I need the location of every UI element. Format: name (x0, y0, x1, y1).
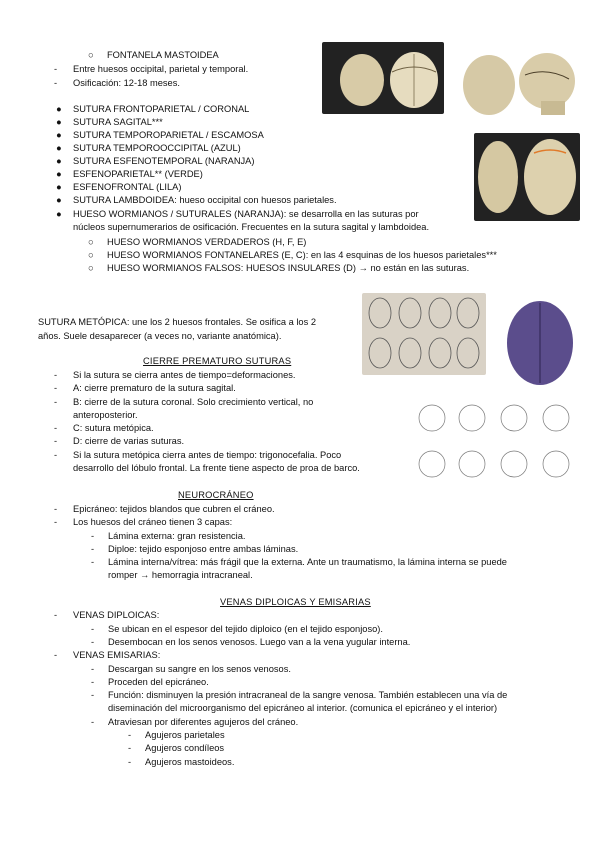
skull-posterior-image (322, 42, 444, 114)
list-item: B: cierre de la sutura coronal. Solo crecimiento vertical, no (73, 397, 314, 407)
dash-bullet: - (91, 557, 95, 567)
list-item: SUTURA FRONTOPARIETAL / CORONAL (73, 104, 250, 114)
dash-bullet: - (91, 690, 95, 700)
circle-bullet-icon: ○ (88, 237, 94, 247)
list-item: Los huesos del cráneo tienen 3 capas: (73, 517, 233, 527)
list-item: SUTURA ESFENOTEMPORAL (NARANJA) (73, 156, 255, 166)
list-item-continuation: romper → hemorragia intracraneal. (108, 570, 253, 580)
list-item: Diploe: tejido esponjoso entre ambas láminas. (108, 544, 299, 554)
list-item: Entre huesos occipital, parietal y temporal. (73, 64, 249, 74)
neuro-title: NEUROCRÁNEO (178, 490, 254, 500)
dot-bullet: ● (56, 195, 62, 205)
venas-emisarias-heading: VENAS EMISARIAS: (73, 650, 161, 660)
dash-bullet: - (54, 423, 58, 433)
fontanela-mastoidea: FONTANELA MASTOIDEA (107, 50, 219, 60)
list-item: Lámina interna/vítrea: más frágil que la externa. Ante un traumatismo, la lámina interna se puede (108, 557, 507, 567)
dash-bullet: - (91, 624, 95, 634)
dash-bullet: - (54, 650, 58, 660)
dash-bullet: - (128, 743, 132, 753)
dash-bullet: - (91, 637, 95, 647)
list-item: D: cierre de varias suturas. (73, 436, 185, 446)
skull-base-image (474, 133, 580, 221)
list-item: SUTURA TEMPOROOCCIPITAL (AZUL) (73, 143, 241, 153)
metopica-line2: años. Suele desaparecer (a veces no, variante anatómica). (38, 331, 282, 341)
dash-bullet: - (54, 370, 58, 380)
circle-bullet-icon: ○ (88, 50, 94, 60)
list-item-continuation: desarrollo del lóbulo frontal. La frente tiene aspecto de proa de barco. (73, 463, 360, 473)
dot-bullet: ● (56, 182, 62, 192)
dash-bullet: - (54, 397, 58, 407)
list-item: HUESO WORMIANOS FONTANELARES (E, C): en las 4 esquinas de los huesos parietales*** (107, 250, 497, 260)
dot-bullet: ● (56, 169, 62, 179)
venas-title: VENAS DIPLOICAS Y EMISARIAS (220, 597, 371, 607)
list-item: Proceden del epicráneo. (108, 677, 209, 687)
dash-bullet: - (54, 64, 58, 74)
list-item: Desembocan en los senos venosos. Luego van a la vena yugular interna. (108, 637, 411, 647)
list-item: HUESO WORMIANOS VERDADEROS (H, F, E) (107, 237, 307, 247)
dash-bullet: - (128, 730, 132, 740)
list-item: C: sutura metópica. (73, 423, 154, 433)
list-item: Si la sutura se cierra antes de tiempo=deformaciones. (73, 370, 296, 380)
dash-bullet: - (54, 383, 58, 393)
skull-top-purple-image (505, 299, 575, 387)
dash-bullet: - (91, 664, 95, 674)
list-item: Agujeros condíleos (145, 743, 225, 753)
dash-bullet: - (91, 531, 95, 541)
dot-bullet: ● (56, 156, 62, 166)
dash-bullet: - (54, 450, 58, 460)
list-item: HUESO WORMIANOS FALSOS: HUESOS INSULARES (D) → no están en las suturas. (107, 263, 470, 273)
dot-bullet: ● (56, 104, 62, 114)
dash-bullet: - (54, 610, 58, 620)
dash-bullet: - (54, 78, 58, 88)
dash-bullet: - (91, 717, 95, 727)
list-item: ESFENOFRONTAL (LILA) (73, 182, 182, 192)
list-item: SUTURA TEMPOROPARIETAL / ESCAMOSA (73, 130, 264, 140)
list-item: SUTURA LAMBDOIDEA: hueso occipital con huesos parietales. (73, 195, 337, 205)
list-item-continuation: anteroposterior. (73, 410, 138, 420)
dot-bullet: ● (56, 130, 62, 140)
list-item: Epicráneo: tejidos blandos que cubren el cráneo. (73, 504, 275, 514)
list-item: HUESO WORMIANOS / SUTURALES (NARANJA): se desarrolla en las suturas por (73, 209, 419, 219)
list-item: A: cierre prematuro de la sutura sagital. (73, 383, 236, 393)
dot-bullet: ● (56, 117, 62, 127)
circle-bullet-icon: ○ (88, 250, 94, 260)
list-item-continuation: núcleos supernumerarios de osificación. Frecuentes en la sutura sagital y lambdoidea. (73, 222, 430, 232)
dash-bullet: - (128, 757, 132, 767)
head-profiles-diagram-image (410, 398, 580, 490)
list-item: SUTURA SAGITAL*** (73, 117, 163, 127)
dash-bullet: - (54, 504, 58, 514)
dash-bullet: - (91, 544, 95, 554)
cierre-title: CIERRE PREMATURO SUTURAS (143, 356, 292, 366)
venas-diploicas-heading: VENAS DIPLOICAS: (73, 610, 160, 620)
list-item-continuation: diseminación del microorganismo del epicráneo al interior. (comunica el epicráneo y el interior) (108, 703, 498, 713)
metopica-line1: SUTURA METÓPICA: une los 2 huesos frontales. Se osifica a los 2 (38, 317, 316, 327)
list-item: Agujeros parietales (145, 730, 225, 740)
list-item: Osificación: 12-18 meses. (73, 78, 180, 88)
list-item: Lámina externa: gran resistencia. (108, 531, 246, 541)
skull-lateral-image (459, 45, 579, 123)
list-item: ESFENOPARIETAL** (VERDE) (73, 169, 203, 179)
dash-bullet: - (54, 517, 58, 527)
list-item: Descargan su sangre en los senos venosos. (108, 664, 291, 674)
dot-bullet: ● (56, 209, 62, 219)
circle-bullet-icon: ○ (88, 263, 94, 273)
list-item: Función: disminuyen la presión intracraneal de la sangre venosa. También establecen una vía de (108, 690, 508, 700)
dash-bullet: - (91, 677, 95, 687)
list-item: Se ubican en el espesor del tejido diploico (en el tejido esponjoso). (108, 624, 383, 634)
dash-bullet: - (54, 436, 58, 446)
list-item: Agujeros mastoideos. (145, 757, 235, 767)
dot-bullet: ● (56, 143, 62, 153)
list-item: Si la sutura metópica cierra antes de tiempo: trigonocefalia. Poco (73, 450, 342, 460)
skull-shapes-diagram-image (362, 293, 486, 375)
list-item: Atraviesan por diferentes agujeros del cráneo. (108, 717, 299, 727)
